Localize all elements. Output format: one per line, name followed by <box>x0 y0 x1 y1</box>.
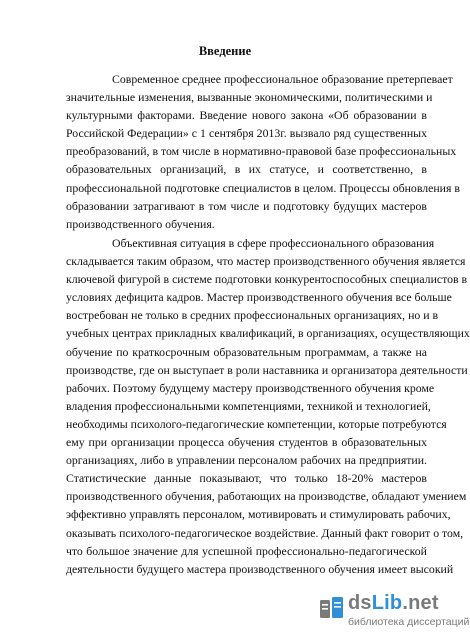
paragraph-line: складывается таким образом, что мастер производственного обучения является <box>66 254 466 269</box>
paragraph-line: обучение по краткосрочным образовательным программам, а также на <box>66 344 427 359</box>
dslib-watermark <box>318 590 470 632</box>
dslib-logo-icon <box>318 594 346 622</box>
paragraph-line: образовании затрагивают в том числе и подготовку будущих мастеров <box>66 198 427 213</box>
paragraph-line: организациях, либо в управлении персоналом рабочих на предприятии. <box>66 453 427 468</box>
dslib-subtitle: библиотека диссертаций <box>348 616 470 628</box>
paragraph-line: Статистические данные показывают, что только 18-20% мастеров <box>66 471 427 486</box>
paragraph-line: эффективно управлять персоналом, мотивировать и стимулировать рабочих, <box>66 507 451 522</box>
paragraph-line: производственного обучения. <box>66 216 215 231</box>
paragraph-line: рабочих. Поэтому будущему мастеру производственного обучения кроме <box>66 380 435 395</box>
paragraph-line: владения профессиональными компетенциями, техникой и технологией, <box>66 398 431 413</box>
paragraph-line: условиях дефицита кадров. Мастер производственного обучения все больше <box>66 290 452 305</box>
paragraph-line: необходимы психолого-педагогические компетенции, которые потребуются <box>66 416 447 431</box>
dslib-brand <box>348 592 439 615</box>
paragraph-line: ему при организации процесса обучения студентов в образовательных <box>66 435 427 450</box>
paragraph-line: профессиональной подготовке специалистов в целом. Процессы обновления в <box>66 180 460 195</box>
paragraph-line: учебных центрах прикладных квалификаций, в организациях, осуществляющих <box>66 326 470 341</box>
paragraph-line: Российской Федерации» с 1 сентября 2013г. вызвало ряд существенных <box>66 126 427 141</box>
page-title: Введение <box>198 44 252 58</box>
paragraph-line: ключевой фигурой в системе подготовки конкурентоспособных специалистов в <box>66 272 468 287</box>
paragraph-line: Современное среднее профессиональное образование претерпевает <box>112 72 453 86</box>
paragraph-line: оказывать психолого-педагогическое воздействие. Данный факт говорит о том, <box>66 525 464 540</box>
paragraph-line: Объективная ситуация в сфере профессионального образования <box>112 236 435 250</box>
paragraph-line: преобразований, в том числе в нормативно-правовой базе профессиональных <box>66 144 457 159</box>
paragraph-2 <box>66 234 470 578</box>
paragraph-line: культурными факторами. Введение нового закона «Об образовании в <box>66 108 427 123</box>
paragraph-line: востребован не только в средних профессиональных организациях, но и в <box>66 308 439 323</box>
paragraph-line: образовательных организаций, в их статусе, и соответственно, в <box>66 162 427 177</box>
paragraph-line: что большое значение для успешной профессионально-педагогической <box>66 543 427 558</box>
paragraph-line: производственного обучения, работающих на производстве, обладают умением <box>66 489 467 504</box>
paragraph-line: деятельности будущего мастера производственного обучения имеет высокий <box>66 561 454 576</box>
brand-prefix: ds <box>348 592 372 614</box>
brand-accent: Lib <box>371 592 403 614</box>
paragraph-1 <box>66 70 460 233</box>
paragraph-line: производстве, где он выступает в роли наставника и организатора деятельности <box>66 362 468 377</box>
brand-suffix: .net <box>402 592 439 614</box>
paragraph-line: значительные изменения, вызванные экономическими, политическими и <box>66 90 433 105</box>
